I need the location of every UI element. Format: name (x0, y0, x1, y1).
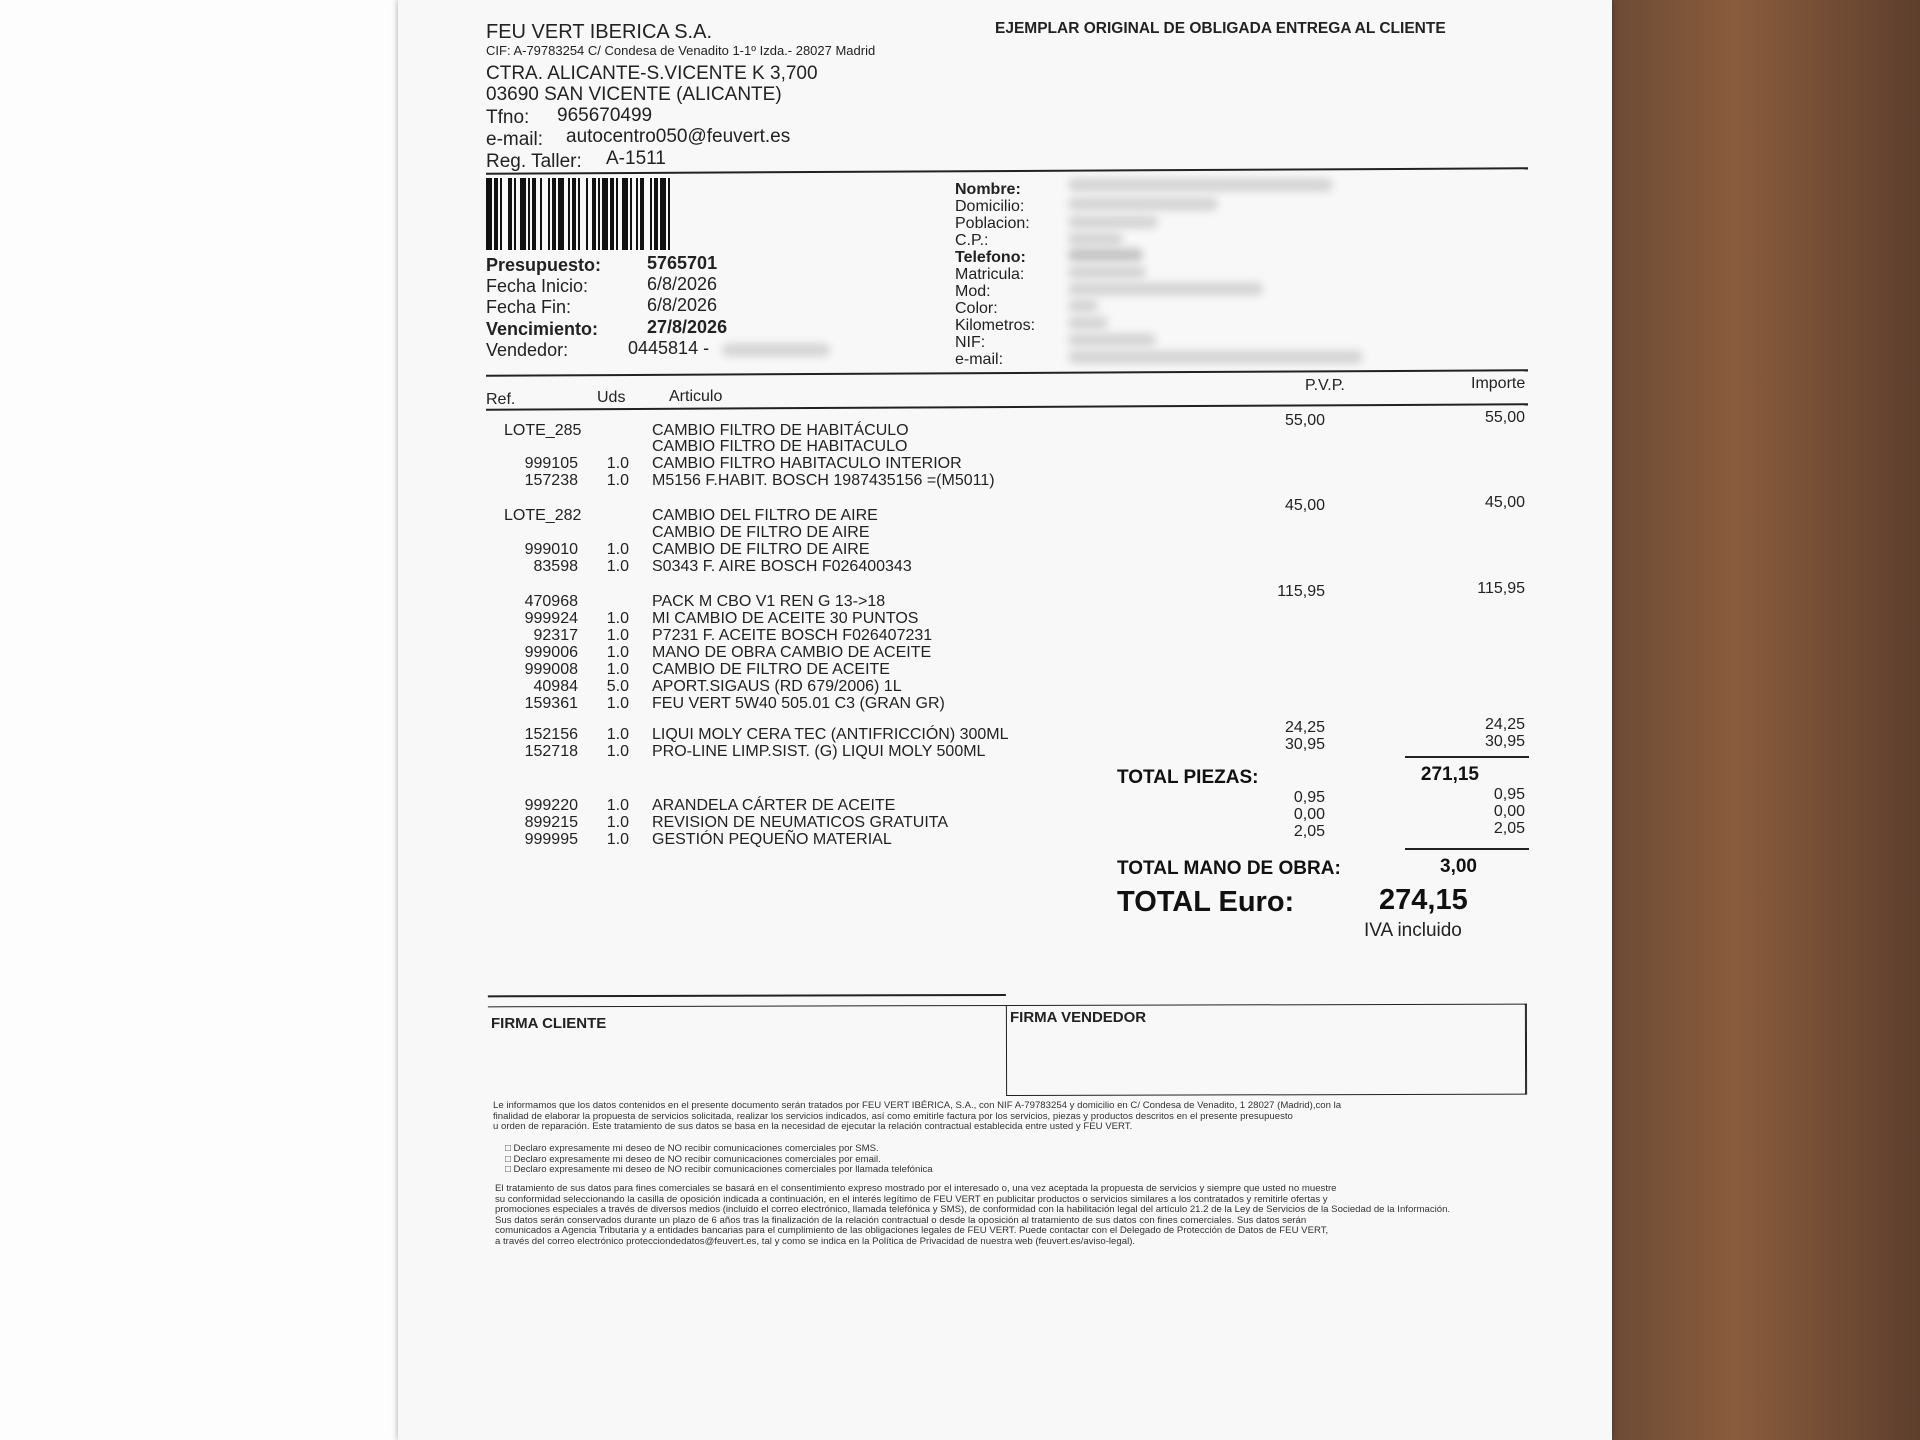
line-ref: 83598 (533, 558, 578, 575)
line-articulo: M5156 F.HABIT. BOSCH 1987435156 =(M5011) (652, 472, 995, 489)
line-ref: 999220 (524, 797, 578, 814)
line-ref: 999105 (524, 455, 578, 472)
nombre-label: Nombre: (955, 181, 1021, 198)
line-ref: 999006 (524, 644, 578, 661)
total-piezas-label: TOTAL PIEZAS: (1117, 767, 1259, 788)
line-articulo: S0343 F. AIRE BOSCH F026400343 (652, 558, 912, 575)
line-uds: 1.0 (606, 797, 629, 814)
line-uds: 1.0 (606, 661, 629, 678)
line-articulo: MI CAMBIO DE ACEITE 30 PUNTOS (652, 610, 919, 627)
total-euro-value: 274,15 (1379, 884, 1468, 916)
company-tfno: 965670499 (557, 105, 653, 126)
line-articulo: CAMBIO FILTRO DE HABITÁCULO (652, 422, 909, 439)
line-ref: 999924 (524, 610, 578, 627)
matricula-redacted (1068, 265, 1146, 279)
matricula-label: Matricula: (955, 266, 1025, 283)
line-uds: 1.0 (606, 743, 629, 760)
line-pvp: 0,95 (1293, 789, 1325, 806)
total-mano-label: TOTAL MANO DE OBRA: (1117, 858, 1341, 879)
color-label: Color: (955, 300, 998, 317)
company-tfno-label: Tfno: (486, 107, 530, 128)
line-uds: 1.0 (606, 472, 629, 489)
line-articulo: CAMBIO DE FILTRO DE AIRE (652, 524, 870, 541)
total-euro-label: TOTAL Euro: (1117, 886, 1295, 918)
company-name: FEU VERT IBERICA S.A. (486, 21, 712, 43)
line-articulo: MANO DE OBRA CAMBIO DE ACEITE (652, 644, 932, 661)
vencimiento-label: Vencimiento: (486, 319, 599, 339)
nombre-redacted (1068, 178, 1333, 192)
mod-label: Mod: (955, 283, 991, 300)
company-reg-label: Reg. Taller: (486, 151, 582, 172)
vendedor-label: Vendedor: (486, 340, 569, 360)
telefono-label: Telefono: (955, 249, 1026, 266)
line-ref: 152718 (524, 743, 578, 760)
nif-redacted (1068, 333, 1156, 347)
col-ref-header: Ref. (486, 391, 516, 408)
line-ref: 899215 (524, 814, 578, 831)
fecha-inicio-value: 6/8/2026 (647, 274, 718, 294)
line-ref: 157238 (524, 472, 578, 489)
legal-p2-line: su conformidad seleccionando la casilla de oposición indicada a continuación, en el interés legítimo de FEU VERT en publicitar productos o servicios similares a los contratados y remitirle ofertas y (495, 1193, 1328, 1205)
line-articulo: CAMBIO DE FILTRO DE ACEITE (652, 661, 890, 678)
legal-p2-line: Sus datos serán conservados durante un plazo de 6 años tras la finalización de la relación contractual o desde la oposición al tratamiento de sus datos con fines comerciales. Sus datos serán (495, 1214, 1307, 1226)
signature-box (488, 1004, 1527, 1098)
line-uds: 1.0 (606, 831, 629, 848)
nif-label: NIF: (955, 334, 986, 351)
checkbox-sms[interactable]: □ (505, 1143, 511, 1154)
line-ref: 999010 (524, 541, 578, 558)
company-cif: CIF: A-79783254 C/ Condesa de Venadito 1-1º Izda.- 28027 Madrid (486, 43, 876, 58)
legal-p2-line: promociones especiales a través de diversos medios (incluido el correo electrónico, llamada telefónica y SMS), de conformidad con la habilitación legal del artículo 21.2 de la Ley de Servicios de la Sociedad de la Información. (495, 1204, 1451, 1215)
iva-incluido: IVA incluido (1364, 920, 1462, 941)
company-email: autocentro050@feuvert.es (566, 126, 791, 147)
domicilio-label: Domicilio: (955, 198, 1025, 215)
checkbox-phone[interactable]: □ (505, 1164, 511, 1175)
col-uds-header: Uds (597, 389, 626, 406)
barcode (486, 178, 718, 250)
line-uds: 1.0 (606, 726, 629, 743)
line-pvp: 2,05 (1293, 823, 1325, 840)
line-articulo: PRO-LINE LIMP.SIST. (G) LIQUI MOLY 500ML (652, 743, 986, 760)
check-sms-label: Declaro expresamente mi deseo de NO recibir comunicaciones comerciales por SMS. (513, 1143, 879, 1154)
poblacion-redacted (1068, 215, 1158, 229)
line-articulo: REVISION DE NEUMATICOS GRATUITA (652, 814, 949, 831)
line-uds: 1.0 (606, 558, 629, 575)
presupuesto-label: Presupuesto: (486, 255, 602, 275)
legal-checkboxes (505, 1144, 933, 1176)
line-importe: 24,25 (1484, 716, 1525, 733)
line-articulo: CAMBIO DE FILTRO DE AIRE (652, 541, 870, 558)
legal-p1-line: Le informamos que los datos contenidos en el presente documento serán tratados por FEU VERT IBÉRICA, S.A., con NIF A-79783254 y domicilio en C/ Condesa de Venadito, 1 28027 (Madrid),con la (493, 1100, 1342, 1111)
line-ref: 152156 (524, 726, 578, 743)
legal-p2-line: El tratamiento de sus datos para fines comerciales se basará en el consentimiento expreso mostrado por el interesado o, una vez aceptada la propuesta de servicios y siempre que usted no muestre (495, 1183, 1337, 1194)
line-pvp: 45,00 (1284, 497, 1325, 514)
kilometros-redacted (1068, 316, 1108, 330)
line-articulo: FEU VERT 5W40 505.01 C3 (GRAN GR) (652, 695, 945, 712)
legal-paragraph-1 (493, 1101, 1341, 1133)
line-importe: 0,95 (1493, 786, 1525, 803)
legal-paragraph-2 (495, 1184, 1450, 1247)
line-ref: LOTE_285 (504, 422, 582, 439)
barcode-bar (670, 178, 674, 250)
firma-cliente: FIRMA CLIENTE (491, 1015, 607, 1032)
total-piezas-value: 271,15 (1420, 764, 1479, 785)
line-pvp: 24,25 (1284, 719, 1325, 736)
background-left (0, 0, 410, 1440)
company-email-label: e-mail: (486, 129, 544, 150)
poblacion-label: Poblacion: (955, 215, 1030, 232)
col-articulo-header: Articulo (669, 388, 723, 405)
line-importe: 2,05 (1493, 820, 1525, 837)
line-articulo: CAMBIO FILTRO HABITACULO INTERIOR (652, 455, 962, 472)
line-uds: 1.0 (606, 695, 629, 712)
checkbox-email[interactable]: □ (505, 1153, 511, 1165)
line-articulo: CAMBIO FILTRO DE HABITACULO (652, 438, 908, 455)
legal-p1-line: finalidad de elaborar la propuesta de servicios solicitada, realizar los servicios indicados, así como emitirle factura por los servicios, piezas y productos descritos en el presente presupuesto (493, 1110, 1293, 1122)
email-label: e-mail: (955, 351, 1004, 368)
background-wood (1610, 0, 1920, 1440)
line-pvp: 55,00 (1284, 412, 1325, 429)
line-ref: 40984 (533, 678, 578, 695)
line-ref: 999995 (524, 831, 578, 848)
line-uds: 1.0 (606, 541, 629, 558)
fecha-fin-value: 6/8/2026 (647, 295, 718, 315)
email-redacted (1068, 350, 1363, 364)
doc-header: EJEMPLAR ORIGINAL DE OBLIGADA ENTREGA AL CLIENTE (995, 20, 1446, 37)
line-articulo: GESTIÓN PEQUEÑO MATERIAL (652, 831, 892, 848)
fecha-inicio-label: Fecha Inicio: (486, 276, 589, 296)
domicilio-redacted (1068, 197, 1218, 211)
vencimiento-value: 27/8/2026 (647, 317, 728, 337)
legal-p2-line: comunicados a Agencia Tributaria y a entidades bancarias para el cumplimiento de las obligaciones legales de FEU VERT. Puede contactar con el Delegado de Protección de Datos de FEU VERT, (495, 1225, 1329, 1236)
line-articulo: PACK M CBO V1 REN G 13->18 (652, 593, 886, 610)
line-pvp: 30,95 (1284, 736, 1325, 753)
legal-p2-line: a través del correo electrónico protecciondedatos@feuvert.es, tal y como se indica en la Política de Privacidad de nuestra web (feuvert.es/aviso-legal). (495, 1235, 1136, 1247)
vendedor-value: 0445814 - (628, 338, 710, 358)
kilometros-label: Kilometros: (955, 317, 1036, 334)
line-ref: LOTE_282 (504, 507, 582, 524)
color-redacted (1068, 299, 1098, 313)
piezas-rule (1405, 756, 1529, 758)
line-ref: 999008 (524, 661, 578, 678)
fecha-fin-label: Fecha Fin: (486, 297, 572, 317)
line-ref: 92317 (533, 627, 578, 644)
line-articulo: P7231 F. ACEITE BOSCH F026407231 (652, 627, 933, 644)
telefono-redacted (1068, 248, 1143, 262)
line-uds: 5.0 (606, 678, 629, 695)
company-reg: A-1511 (606, 148, 666, 169)
line-pvp: 115,95 (1277, 583, 1325, 600)
check-phone-label: Declaro expresamente mi deseo de NO recibir comunicaciones comerciales por llamada telefónica (513, 1164, 933, 1175)
line-importe: 45,00 (1484, 494, 1525, 511)
line-pvp: 0,00 (1293, 806, 1325, 823)
col-importe-header: Importe (1471, 375, 1526, 392)
line-articulo: ARANDELA CÁRTER DE ACEITE (652, 797, 896, 814)
line-importe: 30,95 (1484, 733, 1525, 750)
total-mano-value: 3,00 (1440, 856, 1477, 877)
vendedor-redacted (722, 343, 830, 357)
mod-redacted (1068, 282, 1263, 296)
line-uds: 1.0 (606, 610, 629, 627)
legal-p1-line: u orden de reparación. Este tratamiento de sus datos se basa en la necesidad de ejecutar la relación contractual establecida entre usted y FEU VERT. (493, 1121, 1133, 1132)
line-importe: 115,95 (1477, 580, 1525, 597)
line-ref: 470968 (524, 593, 578, 610)
check-email-label: Declaro expresamente mi deseo de NO recibir comunicaciones comerciales por email. (513, 1153, 881, 1165)
line-articulo: APORT.SIGAUS (RD 679/2006) 1L (652, 678, 902, 695)
cp-label: C.P.: (955, 232, 989, 249)
line-uds: 1.0 (606, 644, 629, 661)
company-address-2: 03690 SAN VICENTE (ALICANTE) (486, 84, 782, 105)
cp-redacted (1068, 232, 1123, 246)
line-articulo: LIQUI MOLY CERA TEC (ANTIFRICCIÓN) 300ML (652, 726, 1009, 743)
firma-vendedor: FIRMA VENDEDOR (1010, 1009, 1147, 1026)
line-uds: 1.0 (606, 814, 629, 831)
company-address-1: CTRA. ALICANTE-S.VICENTE K 3,700 (486, 63, 818, 84)
line-importe: 55,00 (1484, 409, 1525, 426)
mano-rule (1405, 848, 1529, 850)
line-uds: 1.0 (606, 455, 629, 472)
line-articulo: CAMBIO DEL FILTRO DE AIRE (652, 507, 878, 524)
col-pvp-header: P.V.P. (1305, 377, 1345, 394)
presupuesto-value: 5765701 (647, 253, 718, 273)
line-importe: 0,00 (1493, 803, 1525, 820)
line-ref: 159361 (524, 695, 578, 712)
line-uds: 1.0 (606, 627, 629, 644)
